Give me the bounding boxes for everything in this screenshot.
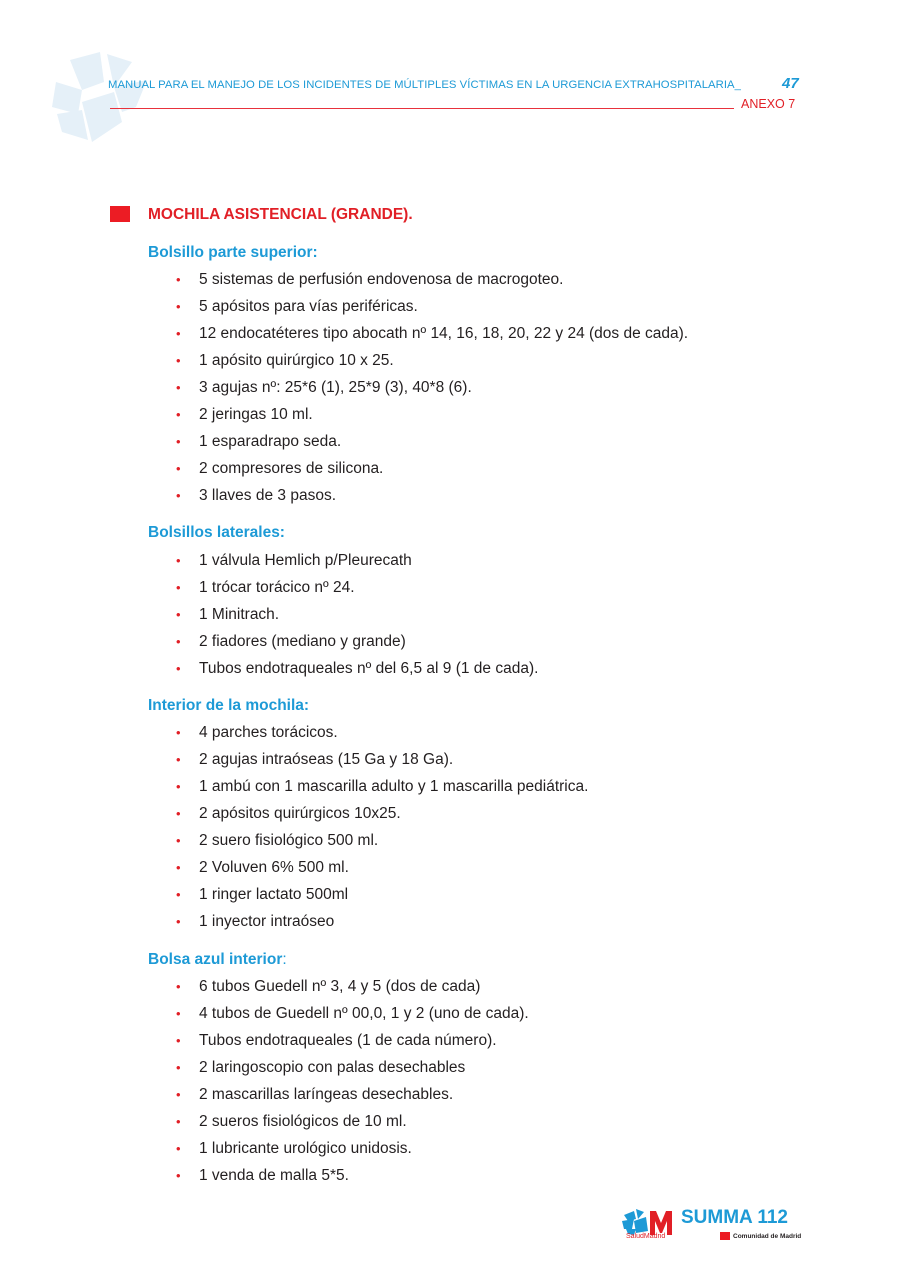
bullet-icon: • (176, 1114, 181, 1129)
list-item: • 1 lubricante urológico unidosis. (176, 1135, 529, 1162)
bullet-icon: • (176, 407, 181, 422)
list-item: • 1 esparadrapo seda. (176, 428, 688, 455)
bullet-icon: • (176, 1141, 181, 1156)
bullet-icon: • (176, 1087, 181, 1102)
bullet-icon: • (176, 1033, 181, 1048)
list-item: • 4 parches torácicos. (176, 719, 588, 746)
bullet-icon: • (176, 1060, 181, 1075)
bullet-icon: • (176, 580, 181, 595)
section-title: MOCHILA ASISTENCIAL (GRANDE). (148, 206, 413, 223)
list-item: • 1 venda de malla 5*5. (176, 1162, 529, 1189)
bullet-icon: • (176, 607, 181, 622)
list-item: • Tubos endotraqueales (1 de cada número). (176, 1027, 529, 1054)
bullet-icon: • (176, 1168, 181, 1183)
bullet-icon: • (176, 299, 181, 314)
list-item: • 5 apósitos para vías periféricas. (176, 293, 688, 320)
list-item: • 6 tubos Guedell nº 3, 4 y 5 (dos de cada) (176, 973, 529, 1000)
bullet-icon: • (176, 461, 181, 476)
page-number: 47 (782, 75, 799, 92)
bullet-icon: • (176, 752, 181, 767)
list-item: • 1 ambú con 1 mascarilla adulto y 1 mascarilla pediátrica. (176, 773, 588, 800)
bullet-icon: • (176, 634, 181, 649)
subheading-bolsillo-superior: Bolsillo parte superior: (148, 244, 318, 261)
list-item: • 1 trócar torácico nº 24. (176, 574, 538, 601)
madrid-flag-icon (720, 1232, 730, 1240)
bullet-icon: • (176, 326, 181, 341)
section-square-icon (110, 206, 130, 222)
bullet-icon: • (176, 833, 181, 848)
list-item: • 2 fiadores (mediano y grande) (176, 628, 538, 655)
bullet-icon: • (176, 661, 181, 676)
list-item: • 2 mascarillas laríngeas desechables. (176, 1081, 529, 1108)
list-item: • 3 llaves de 3 pasos. (176, 482, 688, 509)
list-item: • 1 apósito quirúrgico 10 x 25. (176, 347, 688, 374)
bullet-icon: • (176, 860, 181, 875)
salud-madrid-label: SaludMadrid (626, 1233, 666, 1240)
bullet-icon: • (176, 914, 181, 929)
watermark-logo-icon (52, 52, 152, 147)
list-bolsa-azul (176, 973, 529, 1189)
bullet-icon: • (176, 553, 181, 568)
comunidad-madrid-logo: Comunidad de Madrid (720, 1231, 801, 1241)
subheading-bolsa-azul: Bolsa azul interior: (148, 951, 287, 968)
list-item: • 2 Voluven 6% 500 ml. (176, 854, 588, 881)
bullet-icon: • (176, 806, 181, 821)
list-item: • 3 agujas nº: 25*6 (1), 25*9 (3), 40*8 (6). (176, 374, 688, 401)
subheading-bolsillos-laterales: Bolsillos laterales: (148, 524, 285, 541)
list-item: • 5 sistemas de perfusión endovenosa de macrogoteo. (176, 266, 688, 293)
bullet-icon: • (176, 725, 181, 740)
list-item: • 2 jeringas 10 ml. (176, 401, 688, 428)
list-item: • 1 válvula Hemlich p/Pleurecath (176, 547, 538, 574)
subheading-interior-mochila: Interior de la mochila: (148, 697, 310, 714)
list-item: • 1 Minitrach. (176, 601, 538, 628)
header-divider (110, 108, 734, 109)
bullet-icon: • (176, 380, 181, 395)
bullet-icon: • (176, 488, 181, 503)
list-item: • 2 compresores de silicona. (176, 455, 688, 482)
annex-label: ANEXO 7 (741, 97, 796, 111)
list-item: • 1 inyector intraóseo (176, 908, 588, 935)
bullet-icon: • (176, 272, 181, 287)
list-item: • 2 suero fisiológico 500 ml. (176, 827, 588, 854)
bullet-icon: • (176, 434, 181, 449)
list-item: • 2 sueros fisiológicos de 10 ml. (176, 1108, 529, 1135)
list-item: • 2 apósitos quirúrgicos 10x25. (176, 800, 588, 827)
bullet-icon: • (176, 353, 181, 368)
list-item: • 2 laringoscopio con palas desechables (176, 1054, 529, 1081)
list-item: • 2 agujas intraóseas (15 Ga y 18 Ga). (176, 746, 588, 773)
summa-112-brand: SUMMA 112 (681, 1207, 788, 1228)
manual-title: MANUAL PARA EL MANEJO DE LOS INCIDENTES DE MÚLTIPLES VÍCTIMAS EN LA URGENCIA EXTRAHOSPITALARIA_ (108, 79, 741, 91)
bullet-icon: • (176, 1006, 181, 1021)
list-item: • 1 ringer lactato 500ml (176, 881, 588, 908)
list-interior-mochila (176, 719, 588, 935)
list-item: • Tubos endotraqueales nº del 6,5 al 9 (1 de cada). (176, 655, 538, 682)
list-bolsillos-laterales (176, 547, 538, 682)
list-item: • 12 endocatéteres tipo abocath nº 14, 16, 18, 20, 22 y 24 (dos de cada). (176, 320, 688, 347)
list-bolsillo-superior (176, 266, 688, 509)
bullet-icon: • (176, 979, 181, 994)
bullet-icon: • (176, 779, 181, 794)
list-item: • 4 tubos de Guedell nº 00,0, 1 y 2 (uno de cada). (176, 1000, 529, 1027)
bullet-icon: • (176, 887, 181, 902)
